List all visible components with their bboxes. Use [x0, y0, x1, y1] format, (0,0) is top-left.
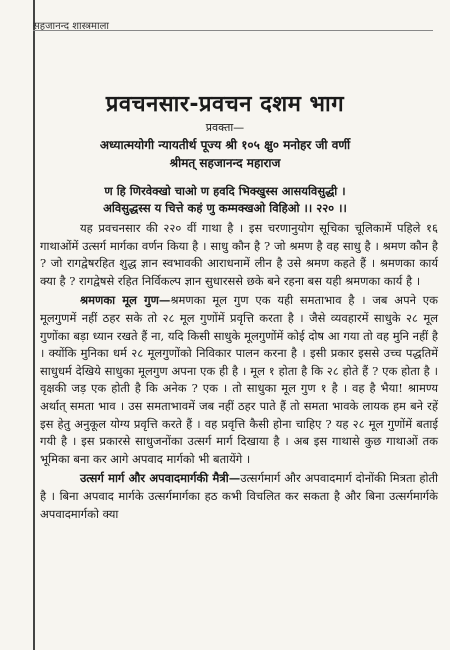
paragraph-lead: उत्सर्ग मार्ग और अपवादमार्गकी मैत्री— — [80, 471, 241, 486]
speaker-name-line1: अध्यात्मयोगी न्यायतीर्थ पूज्य श्री १०५ क्षु० मनोहर जी वर्णी — [99, 138, 351, 152]
paragraph-text: श्रमणका मूल गुण एक यही समताभाव है । जब अपने एक मूलगुणमें नहीं ठहर सके तो २८ मूल गुणोंमें प्रवृत्ति करता है । जैसे व्यवहारमें साधुके २८ मूल गुणोंका बड़ा ध्यान रखते हैं ना, यदि किसी साधुके मूलगुणोंमें कोई दोष आ गया तो वह मुनि नहीं है । क्योंकि मुनिका धर्म २८ मूलगुणोंको निविकार पालन करना है । इसी प्रकार इससे उच्च पद्धतिमें साधुधर्म देखिये साधुका मूलगुण अपना एक ही है । मूल १ होता है कि २८ होते हैं ? एक होता है । वृक्षकी जड़ एक होती है कि अनेक ? एक । तो साधुका मूल गुण १ है । वह है भैया! श्रामण्य अर्थात् समता भाव । उस समताभावमें जब नहीं ठहर पाते हैं तो समता भावके लायक हम बने रहें इस हेतु अनुकूल योग्य प्रवृत्ति करते हैं । वह प्रवृत्ति कैसी होना चाहिए ? यह २८ मूल गुणोंमें बताई गयी है । इस प्रकारसे साधुजनोंका उत्सर्ग मार्ग दिखाया है । अब इस गाथासे कुछ गाथाओं तक भूमिका बना कर आगे अपवाद मार्गको भी बतायेंगे । — [40, 293, 438, 466]
speaker-label: प्रवक्ता— — [205, 121, 245, 134]
paragraph-text: उत्सर्गमार्ग और अपवादमार्ग दोनोंकी मित्रता होती है । बिना अपवाद मार्गके उत्सर्गमार्गका हठ कभी विचलित कर सकता है और बिना उत्सर्गमार्गके अपवादमार्गको क्या — [40, 471, 438, 521]
header-rule — [33, 30, 433, 31]
body-text — [40, 220, 438, 523]
speaker-name-line2: श्रीमत् सहजानन्द महाराज — [169, 156, 281, 170]
running-head: सहजानन्द शास्त्रमाला — [33, 21, 109, 32]
paragraph-text: यह प्रवचनसार की २२० वीं गाथा है । इस चरणानुयोग सूचिका चूलिकामें पहिले १६ गाथाओंमें उत्सर्ग मार्गका वर्णन किया है । साधु कौन है ? जो श्रमण है वह साधु है । श्रमण कौन है ? जो रागद्वेषरहित शुद्ध ज्ञान स्वभावकी आराधनामें लीन है उसे श्रमण कहते हैं । श्रमणका कार्य क्या है ? रागद्वेषसे रहित निर्विकल्प ज्ञान सुधारससे छके बने रहना बस यही श्रमणका कार्य है । — [40, 221, 438, 288]
paragraph — [40, 470, 438, 523]
paragraph-lead: श्रमणका मूल गुण— — [80, 293, 171, 308]
page-title: प्रवचनसार-प्रवचन दशम भाग — [105, 92, 345, 117]
paragraph — [40, 292, 438, 468]
verse-line-1: ण हि णिरवेक्खो चाओ ण हवदि भिक्खुस्स आसयविसुद्धी । — [104, 184, 346, 198]
paragraph — [40, 220, 438, 290]
verse-line-2: अविसुद्धस्स य चित्ते कहं णु कम्मक्खओ विहिओ ।। २२० ।। — [103, 201, 347, 215]
